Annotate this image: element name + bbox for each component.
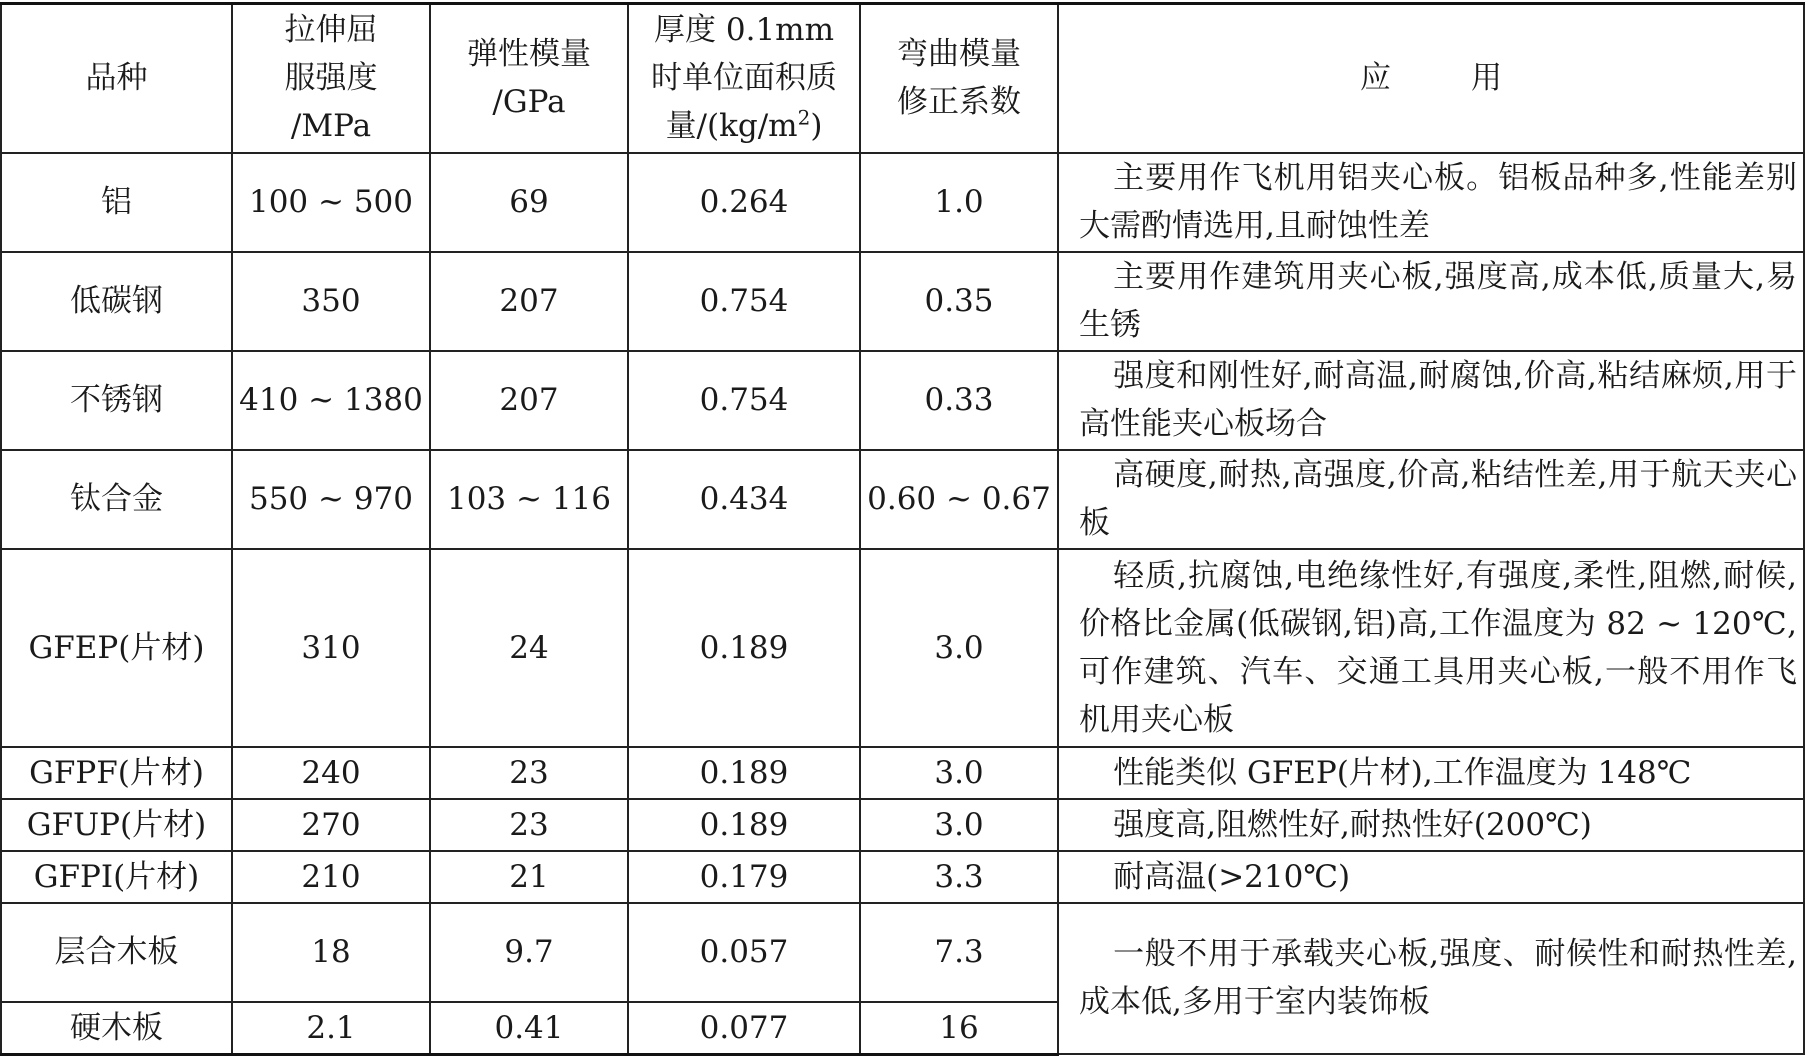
table-row	[1, 153, 1804, 252]
cell-yield: 350	[232, 252, 430, 351]
cell-mass: 0.754	[628, 252, 860, 351]
header-mass-line-3: 量/(kg/m	[665, 108, 798, 145]
cell-correction: 0.60 ~ 0.67	[860, 450, 1058, 549]
cell-modulus: 23	[430, 799, 628, 851]
cell-modulus: 21	[430, 851, 628, 903]
header-mass-line-3-end: )	[810, 108, 823, 145]
cell-application: 主要用作飞机用铝夹心板。铝板品种多,性能差别大需酌情选用,且耐蚀性差	[1058, 153, 1804, 252]
cell-yield: 310	[232, 549, 430, 747]
cell-yield: 240	[232, 747, 430, 799]
cell-correction: 7.3	[860, 903, 1058, 1002]
cell-correction: 3.0	[860, 747, 1058, 799]
cell-application: 高硬度,耐热,高强度,价高,粘结性差,用于航天夹心板	[1058, 450, 1804, 549]
header-mass-line-1: 厚度 0.1mm	[654, 12, 834, 49]
cell-mass: 0.754	[628, 351, 860, 450]
cell-variety: GFUP(片材)	[1, 799, 232, 851]
cell-application: 强度高,阻燃性好,耐热性好(200℃)	[1058, 799, 1804, 851]
cell-application: 主要用作建筑用夹心板,强度高,成本低,质量大,易生锈	[1058, 252, 1804, 351]
cell-variety: 层合木板	[1, 903, 232, 1002]
header-application	[1058, 4, 1804, 153]
materials-table	[0, 2, 1805, 1056]
header-mass-superscript: 2	[797, 105, 811, 130]
cell-correction: 3.0	[860, 799, 1058, 851]
cell-mass: 0.179	[628, 851, 860, 903]
table-row	[1, 252, 1804, 351]
cell-application: 轻质,抗腐蚀,电绝缘性好,有强度,柔性,阻燃,耐候,价格比金属(低碳钢,铝)高,工作温度为 82 ~ 120℃,可作建筑、汽车、交通工具用夹心板,一般不用作飞机用夹心板	[1058, 549, 1804, 747]
cell-variety: 钛合金	[1, 450, 232, 549]
table-row	[1, 903, 1804, 1002]
header-row	[1, 4, 1804, 153]
table-row	[1, 851, 1804, 903]
header-application-char-1: 应	[1360, 60, 1391, 97]
cell-yield: 410 ~ 1380	[232, 351, 430, 450]
cell-modulus: 0.41	[430, 1002, 628, 1055]
cell-yield: 210	[232, 851, 430, 903]
cell-yield: 550 ~ 970	[232, 450, 430, 549]
cell-yield: 18	[232, 903, 430, 1002]
cell-variety: 硬木板	[1, 1002, 232, 1055]
table-row	[1, 549, 1804, 747]
cell-modulus: 9.7	[430, 903, 628, 1002]
cell-modulus: 24	[430, 549, 628, 747]
cell-application: 性能类似 GFEP(片材),工作温度为 148℃	[1058, 747, 1804, 799]
cell-modulus: 103 ~ 116	[430, 450, 628, 549]
cell-application-merged: 一般不用于承载夹心板,强度、耐候性和耐热性差,成本低,多用于室内装饰板	[1058, 903, 1804, 1055]
cell-modulus: 207	[430, 252, 628, 351]
cell-correction: 1.0	[860, 153, 1058, 252]
header-yield-line-2: 服强度	[284, 60, 378, 97]
cell-application: 强度和刚性好,耐高温,耐腐蚀,价高,粘结麻烦,用于高性能夹心板场合	[1058, 351, 1804, 450]
cell-correction: 3.3	[860, 851, 1058, 903]
header-yield-line-3: /MPa	[290, 108, 372, 145]
header-mass-line-2: 时单位面积质	[651, 60, 837, 97]
table-row	[1, 450, 1804, 549]
cell-variety: 低碳钢	[1, 252, 232, 351]
cell-mass: 0.077	[628, 1002, 860, 1055]
cell-correction: 16	[860, 1002, 1058, 1055]
header-correction-line-1: 弯曲模量	[897, 36, 1021, 73]
cell-modulus: 69	[430, 153, 628, 252]
cell-modulus: 23	[430, 747, 628, 799]
header-application-char-2: 用	[1471, 60, 1502, 97]
cell-variety: 不锈钢	[1, 351, 232, 450]
cell-yield: 2.1	[232, 1002, 430, 1055]
header-areal-mass	[628, 4, 860, 153]
cell-mass: 0.189	[628, 799, 860, 851]
header-modulus-line-1: 弹性模量	[467, 36, 591, 73]
cell-mass: 0.264	[628, 153, 860, 252]
cell-mass: 0.057	[628, 903, 860, 1002]
header-correction-line-2: 修正系数	[897, 84, 1021, 121]
header-modulus	[430, 4, 628, 153]
cell-correction: 0.35	[860, 252, 1058, 351]
header-yield-strength	[232, 4, 430, 153]
cell-correction: 0.33	[860, 351, 1058, 450]
table-row	[1, 747, 1804, 799]
header-yield-line-1: 拉伸屈	[284, 12, 378, 49]
header-modulus-line-2: /GPa	[492, 84, 566, 121]
table-row	[1, 351, 1804, 450]
cell-mass: 0.434	[628, 450, 860, 549]
cell-mass: 0.189	[628, 549, 860, 747]
header-variety: 品种	[1, 4, 232, 153]
cell-variety: GFEP(片材)	[1, 549, 232, 747]
cell-correction: 3.0	[860, 549, 1058, 747]
cell-mass: 0.189	[628, 747, 860, 799]
cell-modulus: 207	[430, 351, 628, 450]
cell-variety: GFPI(片材)	[1, 851, 232, 903]
cell-application: 耐高温(>210℃)	[1058, 851, 1804, 903]
header-correction	[860, 4, 1058, 153]
cell-yield: 270	[232, 799, 430, 851]
cell-variety: 铝	[1, 153, 232, 252]
cell-yield: 100 ~ 500	[232, 153, 430, 252]
cell-variety: GFPF(片材)	[1, 747, 232, 799]
table-row	[1, 799, 1804, 851]
